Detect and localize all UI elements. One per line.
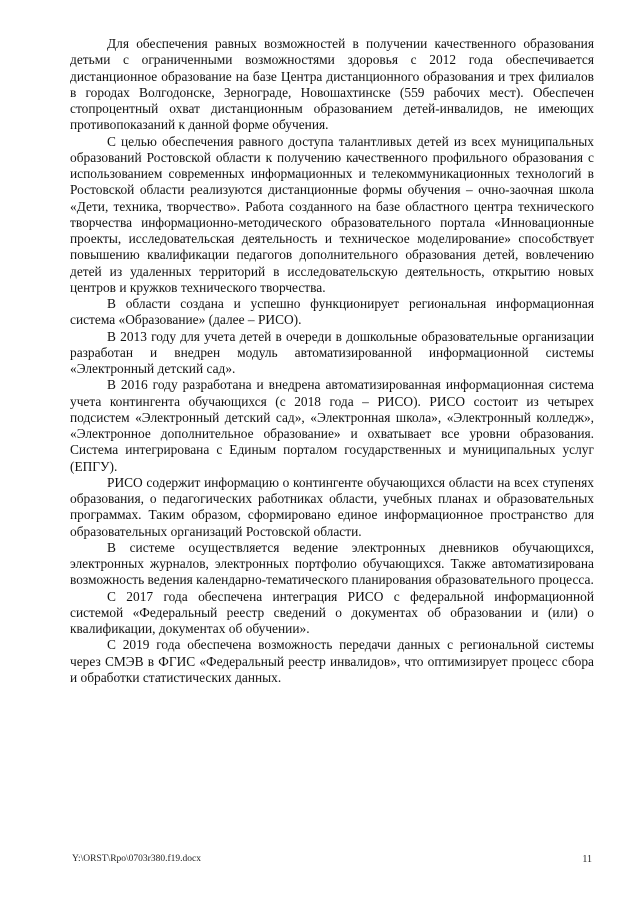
paragraph-riso-contents: РИСО содержит информацию о контингенте обучающихся области на всех ступенях образования, о педагогических работниках области, учебных планах и образовательных программах. Таким образом, сформировано единое информационное пространство для образовательных организаций Ростовской области. xyxy=(70,474,594,539)
footer-file-path: Y:\ORST\Rpo\0703r380.f19.docx xyxy=(72,854,201,864)
paragraph-electronic-diaries: В системе осуществляется ведение электронных дневников обучающихся, электронных журналов, электронных портфолио обучающихся. Также автоматизирована возможность ведения календарно-тематического планирования образовательного процесса. xyxy=(70,539,594,588)
footer-page-number: 11 xyxy=(582,854,592,865)
paragraph-talented-children: С целью обеспечения равного доступа талантливых детей из всех муниципальных образований Ростовской области к получению качественного профильного образования с использованием современных информационных и телекоммуникационных технологий в Ростовской области реализуются дистанционные формы обучения – очно-заочная школа «Дети, техника, творчество». Работа созданного на базе областного центра технического творчества информационно-методического образовательного портала «Инновационные проекты, исследовательская деятельность и техническое моделирование» способствует повышению квалификации педагогов дополнительного образования детей, вовлечению детей из удаленных территорий в исследовательскую деятельность, открытию новых центров и кружков технического творчества. xyxy=(70,133,594,295)
paragraph-2013-kindergarten: В 2013 году для учета детей в очереди в дошкольные образовательные организации разработан и внедрен модуль автоматизированной информационной системы «Электронный детский сад». xyxy=(70,328,594,376)
paragraph-riso-created: В области создана и успешно функционирует региональная информационная система «Образование» (далее – РИСО). xyxy=(70,296,594,328)
paragraph-distance-education: Для обеспечения равных возможностей в получении качественного образования детьми с ограниченными возможностями здоровья с 2012 года обеспечивается дистанционное образование на базе Центра дистанционного образования и трех филиалов в городах Волгодонске, Зернограде, Новошахтинске (559 рабочих мест). Обеспечен стопроцентный охват дистанционным образованием детей-инвалидов, не имеющих противопоказаний к данной форме обучения. xyxy=(70,36,594,133)
document-body xyxy=(70,36,594,686)
paragraph-2016-contingent: В 2016 году разработана и внедрена автоматизированная информационная система учета контингента обучающихся (с 2018 года – РИСО). РИСО состоит из четырех подсистем «Электронный детский сад», «Электронная школа», «Электронный колледж», «Электронное дополнительное образование» и охватывает все уровни образования. Система интегрирована с Единым порталом государственных и муниципальных услуг (ЕПГУ). xyxy=(70,377,594,474)
paragraph-2019-smev: С 2019 года обеспечена возможность передачи данных с региональной системы через СМЭВ в ФГИС «Федеральный реестр инвалидов», что оптимизирует процесс сбора и обработки статистических данных. xyxy=(70,637,594,685)
paragraph-2017-integration: С 2017 года обеспечена интеграция РИСО с федеральной информационной системой «Федеральный реестр сведений о документах об образовании и (или) о квалификации, документах об обучении». xyxy=(70,588,594,636)
